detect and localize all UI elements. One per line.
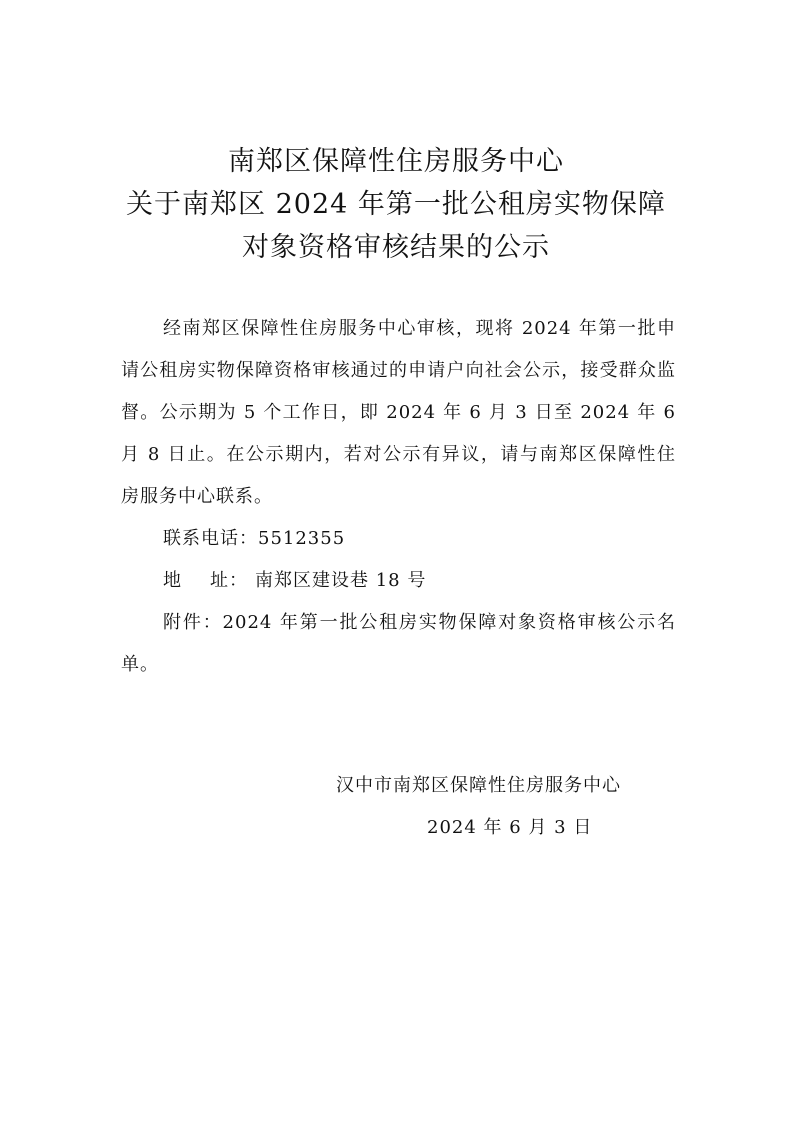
title-line-1: 南郑区保障性住房服务中心 [228,146,564,177]
signature-date: 2024 年 6 月 3 日 [427,817,593,838]
attachment-paragraph: 附件：2024 年第一批公租房实物保障对象资格审核公示名单。 [121,612,676,675]
intro-paragraph: 经南郑区保障性住房服务中心审核，现将 2024 年第一批申请公租房实物保障资格审核通过的申请户向社会公示，接受群众监督。公示期为 5 个工作日，即 2024 年 6 月 3 日至 2024 年 6 月 8 日止。在公示期内，若对公示有异议，请与南郑区保障性住房服务中心联系。 [121,318,676,507]
phone-number: 5512355 [258,528,346,549]
address-value: 南郑区建设巷 18 号 [255,570,427,591]
contact-phone-line [121,518,676,560]
address-label-part-1: 地 [163,570,182,591]
address-label [163,560,255,602]
document-title [0,140,792,269]
address-label-part-2: 址： [210,570,248,591]
title-line-3: 对象资格审核结果的公示 [242,232,550,263]
phone-label: 联系电话： [163,528,258,549]
document-body [121,308,676,686]
signature-org: 汉中市南郑区保障性住房服务中心 [336,775,621,796]
address-line [121,560,676,602]
title-line-2: 关于南郑区 2024 年第一批公租房实物保障 [126,189,666,220]
